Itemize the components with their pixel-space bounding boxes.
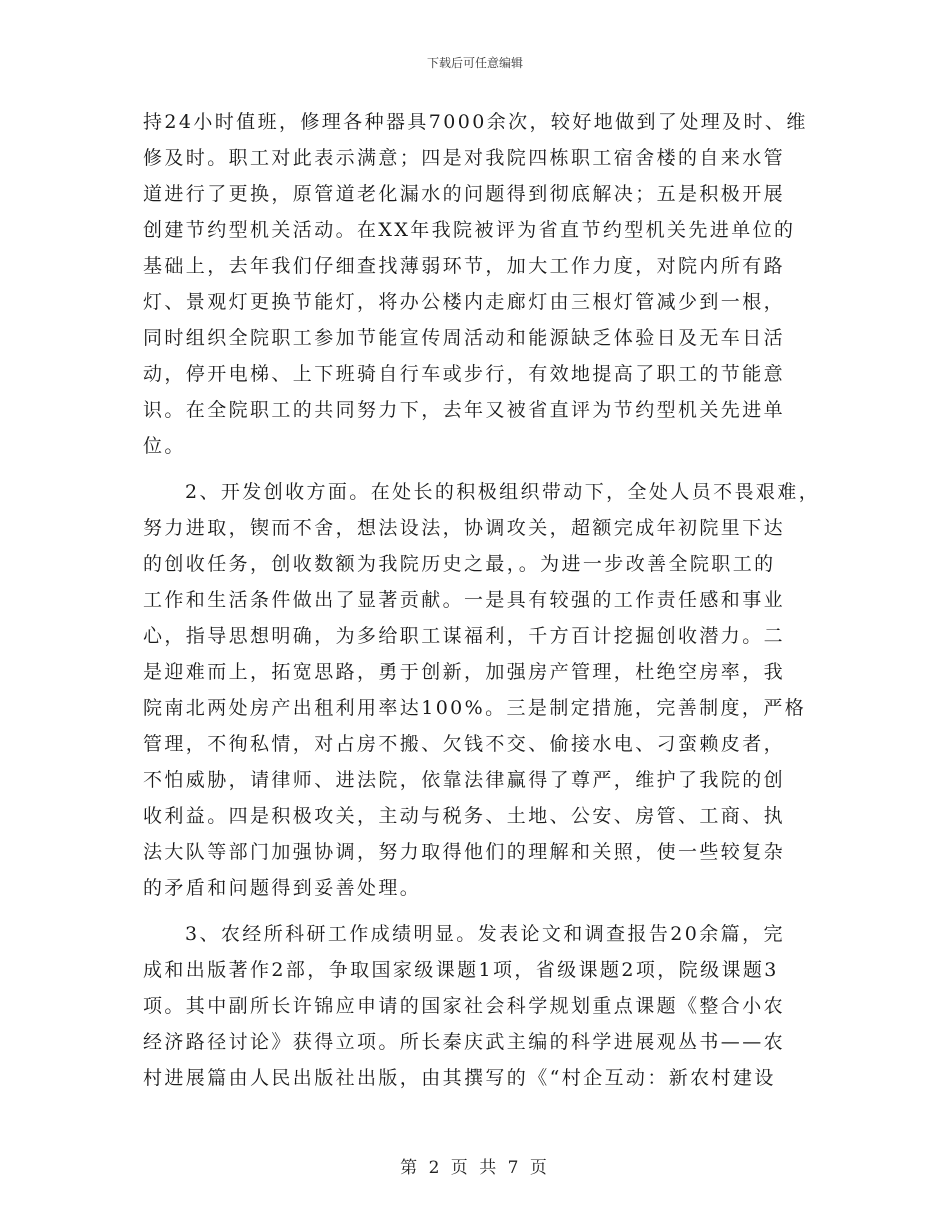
paragraph-start-line: 2、开发创收方面。在处长的积极组织带动下，全处人员不畏艰难，: [185, 481, 821, 503]
text-line: 努力进取，锲而不舍，想法设法，协调攻关，超额完成年初院里下达: [143, 517, 786, 539]
text-line: 经济路径讨论》获得立项。所长秦庆武主编的科学进展观丛书——农: [143, 1031, 786, 1053]
text-line: 同时组织全院职工参加节能宣传周活动和能源缺乏体验日及无车日活: [143, 327, 786, 349]
text-line: 不怕威胁，请律师、进法院，依靠法律赢得了尊严，维护了我院的创: [143, 769, 786, 791]
text-line: 位。: [143, 435, 186, 457]
text-line: 修及时。职工对此表示满意；四是对我院四栋职工宿舍楼的自来水管: [143, 147, 786, 169]
page-header-note: 下载后可任意编辑: [426, 56, 523, 70]
page-number: 第 2 页 共 7 页: [400, 1158, 550, 1178]
text-line: 创建节约型机关活动。在XX年我院被评为省直节约型机关先进单位的: [143, 219, 796, 241]
text-line: 管理，不徇私情，对占房不搬、欠钱不交、偷接水电、刁蛮赖皮者，: [143, 733, 786, 755]
text-line: 是迎难而上，拓宽思路，勇于创新，加强房产管理，杜绝空房率，我: [143, 661, 786, 683]
text-line: 的创收任务，创收数额为我院历史之最，。为进一步改善全院职工的: [143, 553, 776, 575]
text-line: 持24小时值班，修理各种器具7000余次，较好地做到了处理及时、维: [143, 111, 808, 133]
text-line: 动，停开电梯、上下班骑自行车或步行，有效地提高了职工的节能意: [143, 363, 786, 385]
text-line: 成和出版著作2部，争取国家级课题1项，省级课题2项，院级课题3: [143, 959, 779, 981]
text-line: 灯、景观灯更换节能灯，将办公楼内走廊灯由三根灯管减少到一根，: [143, 291, 786, 313]
text-line: 基础上，去年我们仔细查找薄弱环节，加大工作力度，对院内所有路: [143, 255, 786, 277]
text-line: 院南北两处房产出租利用率达100%。三是制定措施，完善制度，严格: [143, 697, 807, 719]
paragraph-start-line: 3、农经所科研工作成绩明显。发表论文和调查报告20余篇，完: [185, 923, 785, 945]
text-line: 道进行了更换，原管道老化漏水的问题得到彻底解决；五是积极开展: [143, 183, 786, 205]
text-line: 心，指导思想明确，为多给职工谋福利，千方百计挖掘创收潜力。二: [143, 625, 786, 647]
text-line: 法大队等部门加强协调，努力取得他们的理解和关照，使一些较复杂: [143, 841, 786, 863]
text-line: 的矛盾和问题得到妥善处理。: [143, 877, 422, 899]
text-line: 村进展篇由人民出版社出版，由其撰写的《“村企互动：新农村建设: [143, 1067, 776, 1089]
text-line: 工作和生活条件做出了显著贡献。一是具有较强的工作责任感和事业: [143, 589, 786, 611]
text-line: 识。在全院职工的共同努力下，去年又被省直评为节约型机关先进单: [143, 399, 786, 421]
text-line: 项。其中副所长许锦应申请的国家社会科学规划重点课题《整合小农: [143, 995, 786, 1017]
text-line: 收利益。四是积极攻关，主动与税务、土地、公安、房管、工商、执: [143, 805, 786, 827]
